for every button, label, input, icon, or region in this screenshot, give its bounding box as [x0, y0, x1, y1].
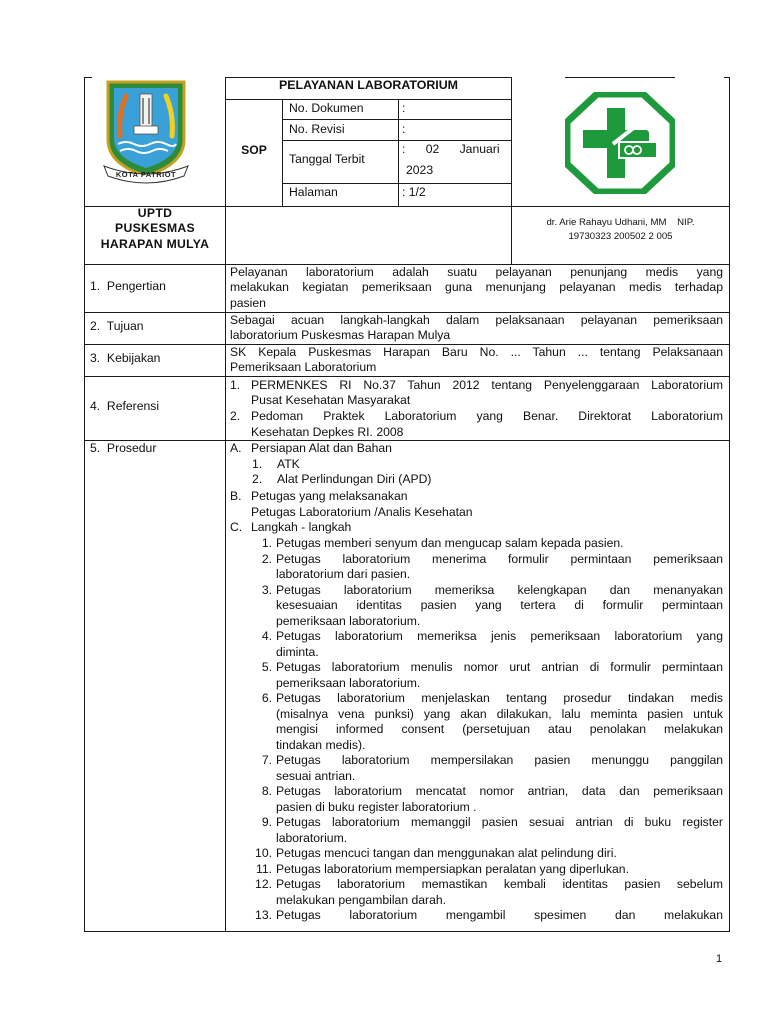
step-text-line: pasien di buku register laboratorium . — [276, 799, 477, 814]
step-text-line: Petugas laboratorium mencatat nomor antrian, data dan pemeriksaan — [276, 784, 723, 798]
revision-label: No. Revisi — [289, 122, 345, 136]
ref-1-number: 1. — [230, 378, 241, 392]
step-number: 9. — [261, 815, 272, 829]
step-text-line: melakukan pengambilan darah. — [276, 892, 447, 907]
sop-label: SOP — [241, 143, 267, 157]
document-title: PELAYANAN LABORATORIUM — [279, 78, 458, 92]
ref-2-number: 2. — [230, 409, 241, 423]
prosedur-a-item-2-num: 2. — [252, 472, 263, 486]
prosedur-c-text: Langkah - langkah — [251, 520, 352, 534]
page-label: Halaman — [289, 185, 338, 199]
step-number: 3. — [261, 582, 272, 597]
step-text-line: Petugas laboratorium menulis nomor urut antrian di formulir permintaan — [276, 660, 723, 674]
city-crest-logo — [96, 78, 196, 188]
step-number: 11. — [255, 861, 272, 876]
pengertian-line-3: pasien — [230, 296, 266, 310]
crest-ribbon-text: KOTA PATRIOT — [115, 170, 177, 179]
step-number: 7. — [261, 753, 272, 767]
puskesmas-logo — [565, 92, 675, 194]
step-text-line: sesuai antrian. — [276, 768, 356, 783]
step-text-line: (misalnya vena punksi) yang akan dilakukan, lalu meminta pasien untuk — [276, 706, 723, 721]
pengertian-line-1: Pelayanan laboratorium adalah suatu pelayanan penunjang medis yang — [230, 265, 723, 279]
step-text-line: mengisi informed consent (persetujuan atau penolakan melakukan — [276, 722, 723, 736]
unit-name-line3: HARAPAN MULYA — [100, 237, 210, 251]
step-text-line: diminta. — [276, 644, 319, 659]
step-text-line: tindakan medis). — [276, 737, 366, 752]
step-number: 6. — [261, 691, 272, 705]
step-number: 8. — [261, 784, 272, 798]
issue-date-value: : 02 Januari — [402, 142, 500, 156]
prosedur-a-text: Persiapan Alat dan Bahan — [251, 441, 392, 455]
prosedur-c-label: C. — [230, 520, 243, 534]
prosedur-b-sub: Petugas Laboratorium /Analis Kesehatan — [251, 505, 473, 519]
step-number: 4. — [261, 629, 272, 643]
step-text-line: Petugas laboratorium mempersilakan pasien menunggu panggilan — [276, 753, 723, 767]
section-label-prosedur: 5. Prosedur — [90, 441, 157, 455]
doc-number-value: : — [402, 101, 406, 115]
section-label-kebijakan: 3. Kebijakan — [90, 351, 161, 365]
step-text-line: Petugas laboratorium memeriksa kelengkapan dan menanyakan — [276, 582, 723, 597]
prosedur-a-label: A. — [230, 441, 242, 455]
ref-2-line-2: Kesehatan Depkes RI. 2008 — [251, 425, 404, 439]
step-number: 2. — [261, 551, 272, 566]
prosedur-a-item-1-num: 1. — [252, 457, 263, 471]
issue-date-label: Tanggal Terbit — [289, 152, 365, 166]
ref-2-line-1: Pedoman Praktek Laboratorium yang Benar. Direktorat Laboratorium — [251, 409, 723, 423]
step-text-line: kesesuaian identitas pasien yang tertera di formulir permintaan — [276, 598, 723, 612]
prosedur-b-label: B. — [230, 489, 242, 503]
step-number: 12. — [255, 877, 272, 891]
step-text-line: Petugas laboratorium menjelaskan tentang prosedur tindakan medis — [276, 691, 723, 705]
prosedur-a-item-1: ATK — [277, 457, 300, 471]
prosedur-b-text: Petugas yang melaksanakan — [251, 489, 408, 503]
revision-value: : — [402, 122, 406, 136]
page-number: 1 — [716, 953, 723, 965]
ref-1-line-2: Pusat Kesehatan Masyarakat — [251, 393, 411, 407]
prosedur-a-item-2: Alat Perlindungan Diri (APD) — [277, 472, 432, 486]
step-text-line: Petugas laboratorium memastikan kembali identitas pasien sebelum — [276, 877, 723, 891]
step-number: 10. — [255, 846, 272, 860]
step-text-line: Petugas laboratorium mengambil spesimen dan melakukan — [276, 908, 723, 922]
issue-date-year: 2023 — [406, 163, 434, 177]
pengertian-line-2: melakukan kegiatan pemeriksaan guna menunjang pelayanan medis terhadap — [230, 280, 723, 294]
step-text-line: Petugas laboratorium memanggil pasien sesuai antrian di buku register — [276, 815, 723, 829]
step-text-line: Petugas memberi senyum dan mengucap salam kepada pasien. — [276, 536, 624, 550]
ref-1-line-1: PERMENKES RI No.37 Tahun 2012 tentang Penyelenggaraan Laboratorium — [251, 378, 723, 392]
step-number: 5. — [261, 660, 272, 674]
signatory-name: dr. Arie Rahayu Udhani, MM NIP. — [546, 217, 695, 228]
step-text-line: pemeriksaan laboratorium. — [276, 613, 421, 628]
tujuan-line-2: laboratorium Puskesmas Harapan Mulya — [230, 328, 451, 342]
section-label-tujuan: 2. Tujuan — [90, 319, 144, 333]
step-number: 13. — [255, 908, 272, 922]
step-text-line: Petugas laboratorium mempersiapkan peralatan yang diperlukan. — [276, 861, 629, 876]
kebijakan-line-2: Pemeriksaan Laboratorium — [230, 360, 377, 374]
step-number: 1. — [261, 536, 272, 550]
section-label-referensi: 4. Referensi — [90, 399, 160, 413]
step-text-line: laboratorium. — [276, 830, 348, 845]
tujuan-line-1: Sebagai acuan langkah-langkah dalam pelaksanaan pelayanan pemeriksaan — [230, 313, 723, 327]
signatory-nip: 19730323 200502 2 005 — [568, 231, 673, 242]
step-text-line: Petugas mencuci tangan dan menggunakan alat pelindung diri. — [276, 846, 617, 860]
step-text-line: Petugas laboratorium memeriksa jenis pemeriksaan laboratorium yang — [276, 629, 723, 643]
step-text-line: pemeriksaan laboratorium. — [276, 675, 421, 690]
step-text-line: laboratorium dari pasien. — [276, 567, 411, 581]
doc-number-label: No. Dokumen — [289, 101, 364, 115]
page-value: : 1/2 — [402, 185, 426, 199]
unit-name-line1: UPTD — [137, 206, 173, 220]
step-text-line: Petugas laboratorium menerima formulir permintaan pemeriksaan — [276, 551, 723, 566]
unit-name-line2: PUSKESMAS — [115, 221, 195, 235]
kebijakan-line-1: SK Kepala Puskesmas Harapan Baru No. ... Tahun ... tentang Pelaksanaan — [230, 345, 723, 359]
section-label-pengertian: 1. Pengertian — [90, 279, 166, 293]
